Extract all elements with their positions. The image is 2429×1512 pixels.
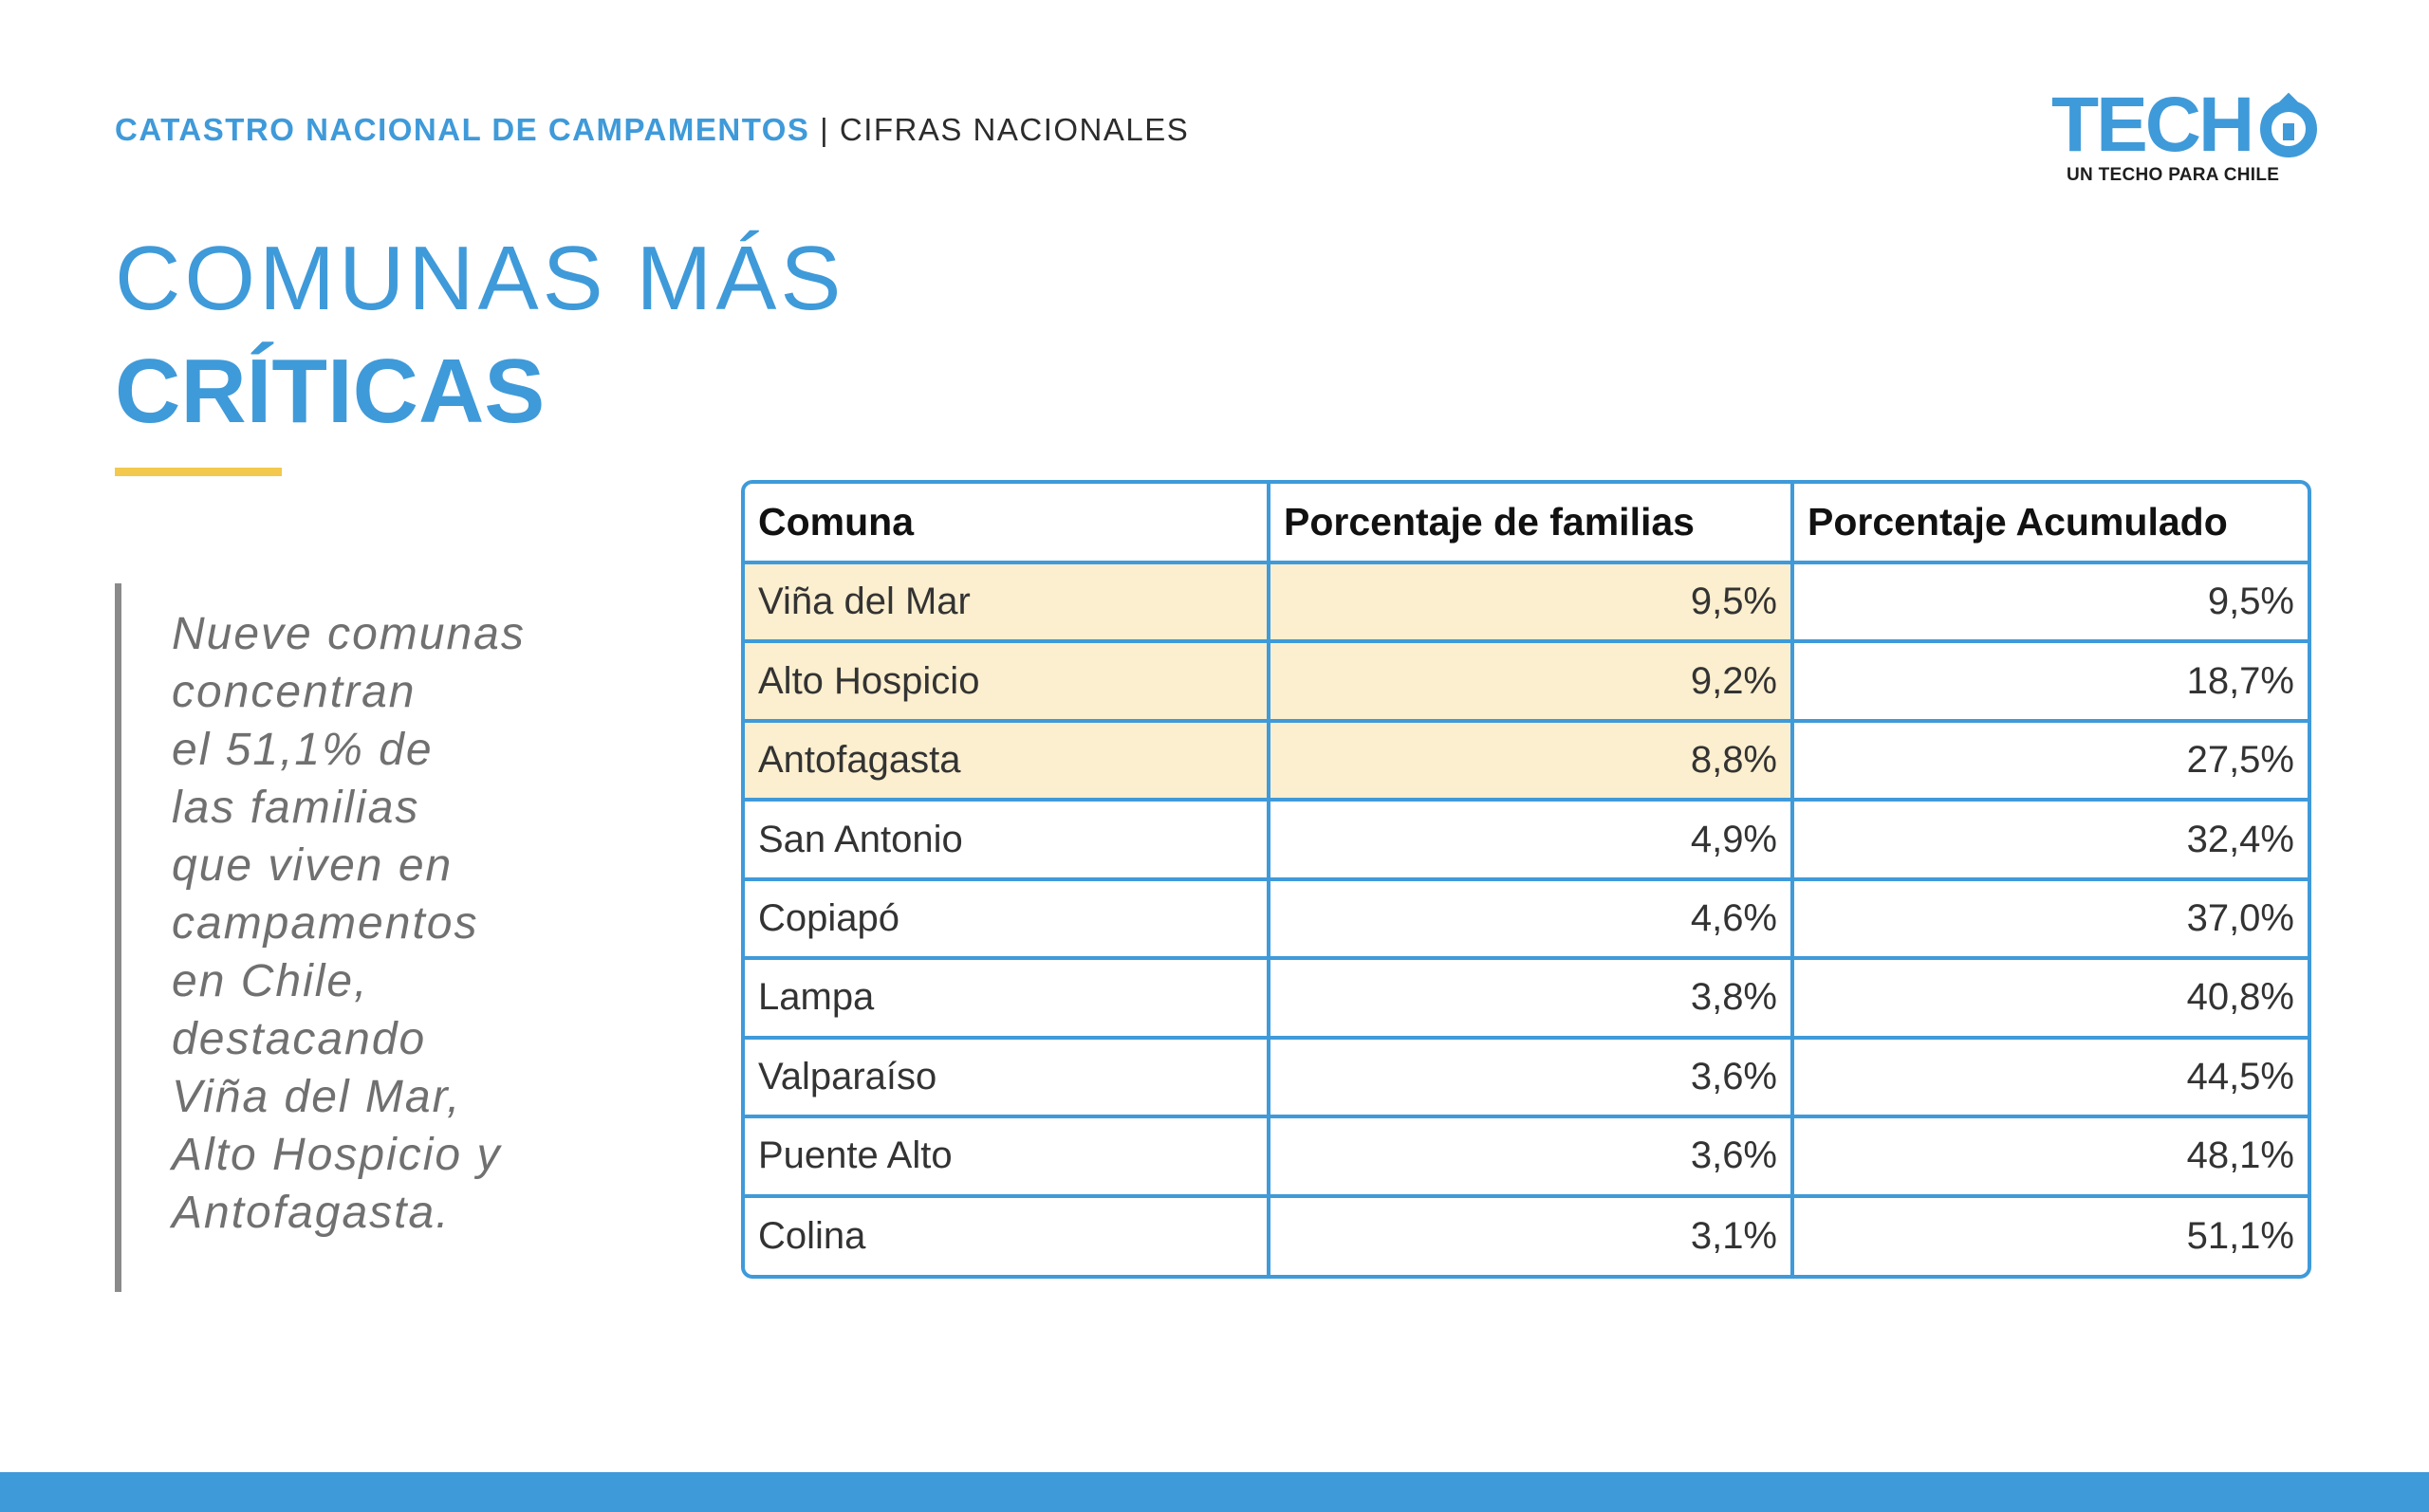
table-row <box>745 1196 2308 1276</box>
cell-porcentaje: 3,6% <box>1269 1116 1792 1195</box>
quote-line: Viña del Mar, <box>172 1072 462 1122</box>
quote-line: concentran <box>172 667 417 717</box>
quote-line: destacando <box>172 1014 427 1064</box>
header-section: | CIFRAS NACIONALES <box>820 112 1190 147</box>
cell-porcentaje: 4,6% <box>1269 879 1792 958</box>
table-row <box>745 562 2308 641</box>
techo-logo <box>2049 82 2315 192</box>
quote-line: campamentos <box>172 898 479 949</box>
cell-comuna: Alto Hospicio <box>745 641 1269 720</box>
column-header-acumulado: Porcentaje Acumulado <box>1792 484 2308 562</box>
table-row <box>745 721 2308 800</box>
quote-line: Nueve comunas <box>172 609 526 659</box>
cell-comuna: Lampa <box>745 958 1269 1037</box>
quote-line: Antofagasta. <box>172 1188 451 1238</box>
cell-comuna: Antofagasta <box>745 721 1269 800</box>
cell-acumulado: 27,5% <box>1792 721 2308 800</box>
quote-line: el 51,1% de <box>172 725 434 775</box>
cell-porcentaje: 8,8% <box>1269 721 1792 800</box>
cell-acumulado: 9,5% <box>1792 562 2308 641</box>
quote-text <box>172 605 665 1242</box>
header-main: CATASTRO NACIONAL DE CAMPAMENTOS <box>115 112 810 147</box>
cell-acumulado: 48,1% <box>1792 1116 2308 1195</box>
cell-acumulado: 51,1% <box>1792 1196 2308 1276</box>
quote-line: en Chile, <box>172 956 369 1006</box>
cell-porcentaje: 3,8% <box>1269 958 1792 1037</box>
quote-line: que viven en <box>172 840 454 891</box>
cell-comuna: Puente Alto <box>745 1116 1269 1195</box>
table-row <box>745 879 2308 958</box>
quote-line: las familias <box>172 783 420 833</box>
cell-comuna: Copiapó <box>745 879 1269 958</box>
table-row <box>745 1038 2308 1116</box>
logo-tagline: UN TECHO PARA CHILE <box>2067 165 2280 185</box>
page-title-line2: CRÍTICAS <box>115 341 546 442</box>
cell-acumulado: 44,5% <box>1792 1038 2308 1116</box>
cell-porcentaje: 3,6% <box>1269 1038 1792 1116</box>
quote-line: Alto Hospicio y <box>172 1130 502 1180</box>
cell-comuna: Colina <box>745 1196 1269 1276</box>
title-underline <box>115 468 282 476</box>
cell-porcentaje: 9,5% <box>1269 562 1792 641</box>
cell-acumulado: 32,4% <box>1792 800 2308 878</box>
cell-acumulado: 40,8% <box>1792 958 2308 1037</box>
cell-porcentaje: 4,9% <box>1269 800 1792 878</box>
table-header-row <box>745 484 2308 562</box>
table-row <box>745 641 2308 720</box>
page-title-line1: COMUNAS MÁS <box>115 228 845 329</box>
cell-porcentaje: 3,1% <box>1269 1196 1792 1276</box>
table-row <box>745 958 2308 1037</box>
cell-acumulado: 18,7% <box>1792 641 2308 720</box>
quote-bar <box>115 583 121 1292</box>
cell-acumulado: 37,0% <box>1792 879 2308 958</box>
column-header-porcentaje: Porcentaje de familias <box>1269 484 1792 562</box>
house-o-icon <box>2258 91 2319 159</box>
cell-porcentaje: 9,2% <box>1269 641 1792 720</box>
cell-comuna: Viña del Mar <box>745 562 1269 641</box>
table-row <box>745 1116 2308 1195</box>
header <box>115 112 1189 148</box>
table-row <box>745 800 2308 878</box>
cell-comuna: San Antonio <box>745 800 1269 878</box>
comunas-table <box>741 480 2311 1279</box>
footer-bar <box>0 1472 2429 1512</box>
logo-wordmark: TECH <box>2051 82 2253 168</box>
column-header-comuna: Comuna <box>745 484 1269 562</box>
cell-comuna: Valparaíso <box>745 1038 1269 1116</box>
